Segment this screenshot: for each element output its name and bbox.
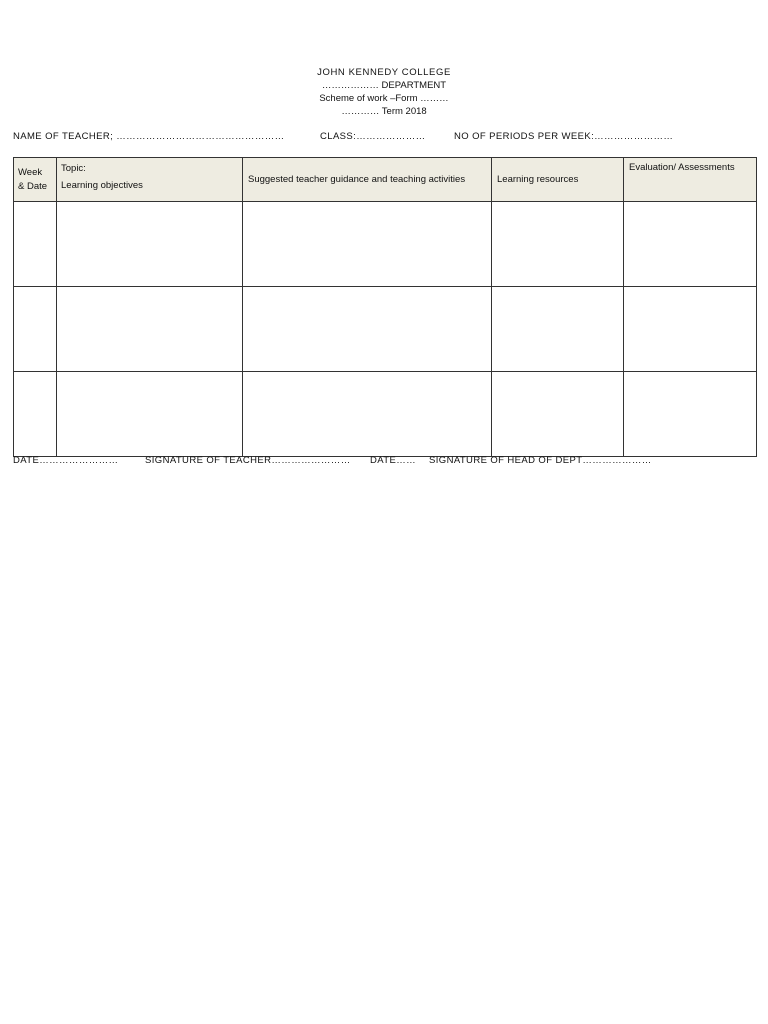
cell-learning-resources[interactable] bbox=[492, 202, 624, 287]
cell-learning-resources[interactable] bbox=[492, 372, 624, 457]
cell-week-date[interactable] bbox=[14, 287, 57, 372]
college-name: JOHN KENNEDY COLLEGE bbox=[317, 67, 451, 78]
cell-evaluation[interactable] bbox=[624, 287, 757, 372]
header-week-date bbox=[14, 158, 57, 202]
header-week-label: Week bbox=[18, 166, 43, 178]
cell-topic-objectives[interactable] bbox=[57, 202, 243, 287]
table-row bbox=[14, 202, 757, 287]
header-objectives-label: Learning objectives bbox=[61, 180, 143, 191]
header-topic-objectives bbox=[57, 158, 243, 202]
term-line: ………… Term 2018 bbox=[341, 106, 427, 117]
head-date-field[interactable]: DATE…… bbox=[370, 455, 417, 466]
header-date-label: & Date bbox=[18, 180, 48, 192]
cell-topic-objectives[interactable] bbox=[57, 372, 243, 457]
department-line: ……………… DEPARTMENT bbox=[321, 80, 447, 91]
cell-week-date[interactable] bbox=[14, 202, 57, 287]
periods-per-week-field[interactable]: NO OF PERIODS PER WEEK:…………………… bbox=[454, 131, 674, 142]
signature-footer bbox=[13, 455, 755, 468]
head-of-dept-signature-field[interactable]: SIGNATURE OF HEAD OF DEPT………………… bbox=[429, 455, 652, 466]
header-topic-label: Topic: bbox=[61, 163, 86, 174]
teacher-name-field[interactable]: NAME OF TEACHER; …………………………………………… bbox=[13, 131, 285, 142]
cell-teacher-guidance[interactable] bbox=[243, 372, 492, 457]
table-row bbox=[14, 287, 757, 372]
teacher-date-field[interactable]: DATE…………………… bbox=[13, 455, 119, 466]
cell-learning-resources[interactable] bbox=[492, 287, 624, 372]
teacher-signature-field[interactable]: SIGNATURE OF TEACHER…………………… bbox=[145, 455, 351, 466]
teacher-info-row bbox=[13, 131, 755, 145]
cell-teacher-guidance[interactable] bbox=[243, 202, 492, 287]
cell-week-date[interactable] bbox=[14, 372, 57, 457]
cell-teacher-guidance[interactable] bbox=[243, 287, 492, 372]
cell-evaluation[interactable] bbox=[624, 202, 757, 287]
cell-evaluation[interactable] bbox=[624, 372, 757, 457]
header-learning-resources: Learning resources bbox=[492, 158, 624, 202]
cell-topic-objectives[interactable] bbox=[57, 287, 243, 372]
document-header bbox=[0, 66, 768, 118]
class-field[interactable]: CLASS:………………… bbox=[320, 131, 426, 142]
table-header-row bbox=[14, 158, 757, 202]
scheme-of-work-line: Scheme of work –Form ……… bbox=[319, 93, 449, 104]
header-teacher-guidance: Suggested teacher guidance and teaching activities bbox=[243, 158, 492, 202]
header-evaluation: Evaluation/ Assessments bbox=[624, 158, 757, 202]
scheme-of-work-table bbox=[13, 157, 757, 457]
table-row bbox=[14, 372, 757, 457]
